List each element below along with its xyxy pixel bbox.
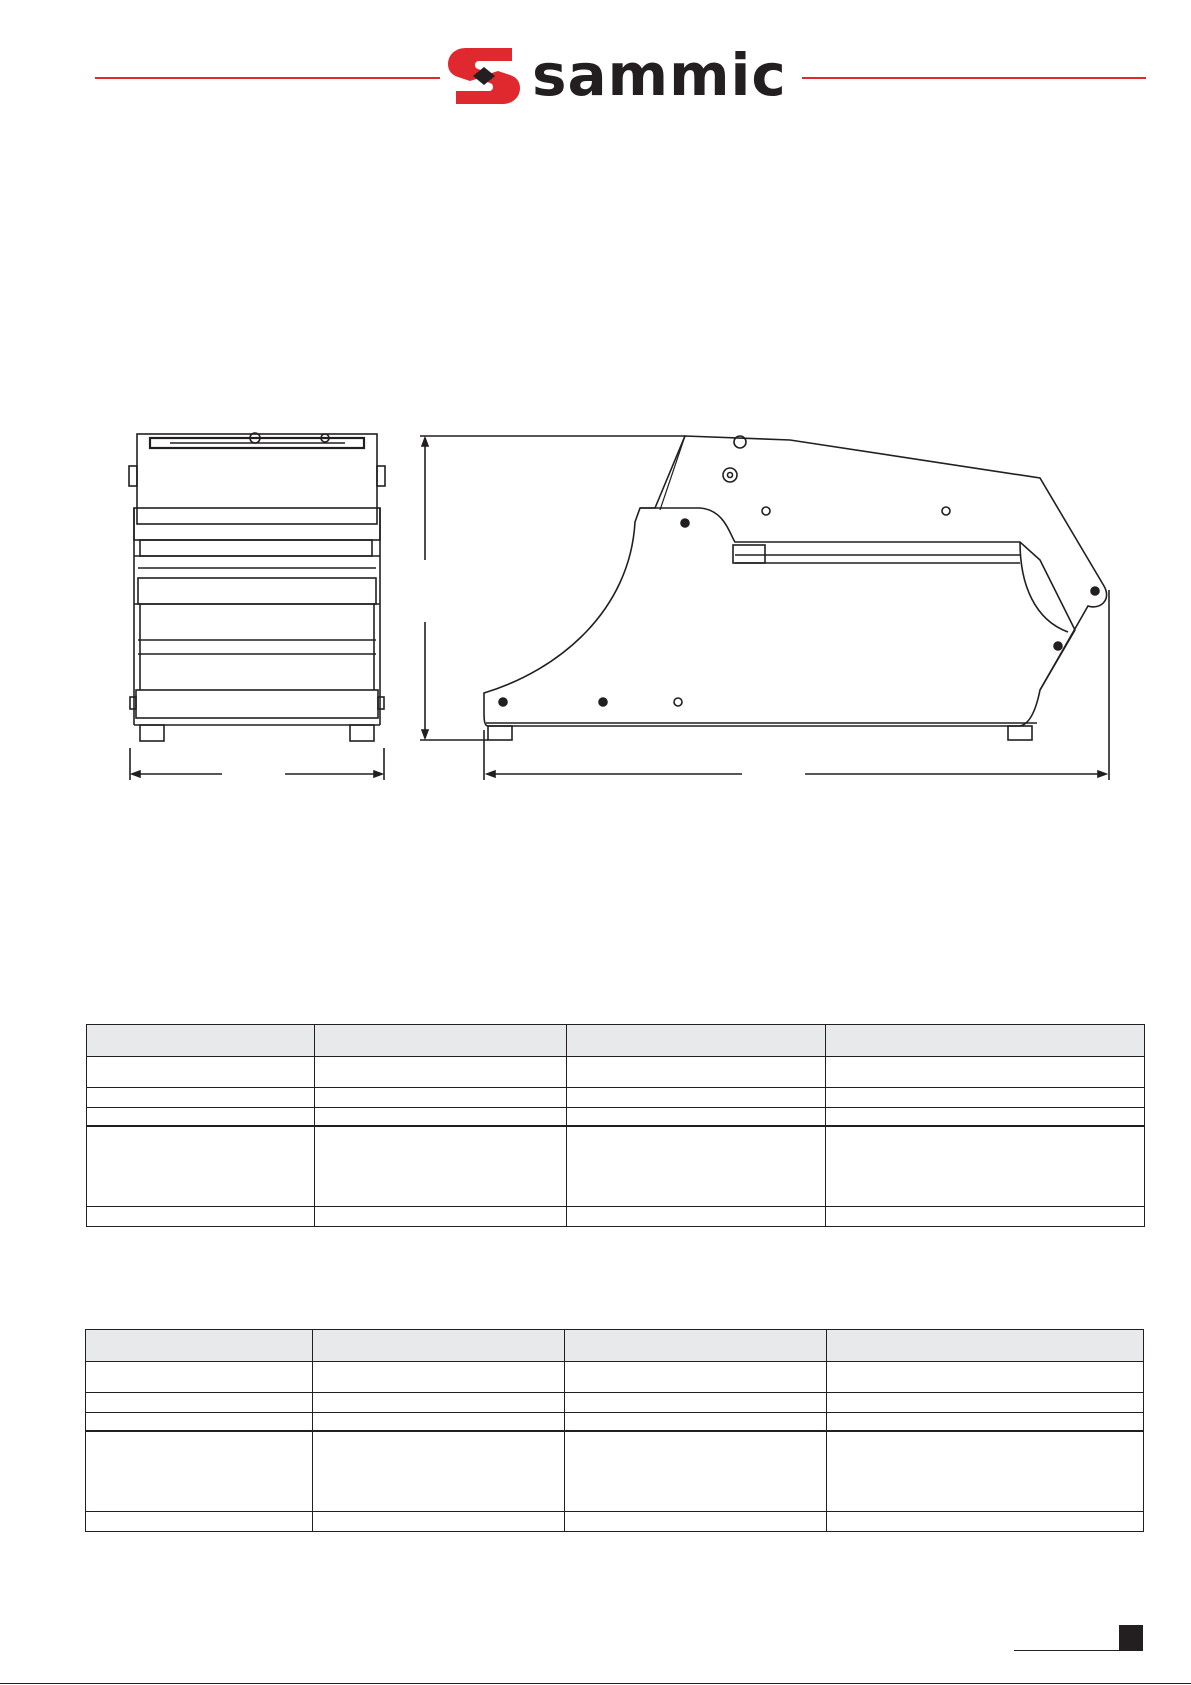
table-header-row bbox=[87, 1025, 1145, 1057]
table-cell bbox=[313, 1393, 565, 1413]
side-length-dimension bbox=[484, 590, 1109, 780]
footer-rule bbox=[0, 1683, 1191, 1684]
table-cell bbox=[315, 1088, 567, 1108]
header-rule-right bbox=[802, 77, 1146, 79]
sammic-logo-mark-icon bbox=[448, 44, 520, 108]
table-cell bbox=[826, 1088, 1145, 1108]
table-header-cell bbox=[87, 1025, 315, 1057]
table-cell bbox=[827, 1393, 1144, 1413]
table-cell bbox=[86, 1362, 313, 1393]
table-row bbox=[87, 1108, 1145, 1127]
table-header-row bbox=[86, 1330, 1144, 1362]
table-row bbox=[87, 1126, 1145, 1207]
table-cell bbox=[565, 1393, 827, 1413]
brand-logo bbox=[448, 41, 793, 109]
table-cell bbox=[826, 1126, 1145, 1207]
table-cell bbox=[315, 1207, 567, 1227]
table-row bbox=[87, 1207, 1145, 1227]
table-cell bbox=[315, 1057, 567, 1088]
table-cell bbox=[87, 1108, 315, 1127]
height-dimension bbox=[420, 436, 685, 740]
header-rule-left bbox=[95, 77, 440, 79]
table-cell bbox=[86, 1413, 313, 1432]
spec-table-1 bbox=[86, 1024, 1145, 1227]
table-row bbox=[86, 1413, 1144, 1432]
table-row bbox=[87, 1057, 1145, 1088]
table-header-cell bbox=[827, 1330, 1144, 1362]
table-cell bbox=[826, 1207, 1145, 1227]
table-cell bbox=[826, 1057, 1145, 1088]
table-cell bbox=[567, 1207, 826, 1227]
table-header-cell bbox=[86, 1330, 313, 1362]
table-row bbox=[86, 1431, 1144, 1512]
table-cell bbox=[315, 1126, 567, 1207]
brand-wordmark: sammic bbox=[532, 41, 787, 109]
table-cell bbox=[567, 1057, 826, 1088]
front-view bbox=[129, 433, 385, 741]
table-cell bbox=[565, 1431, 827, 1512]
table-cell bbox=[827, 1512, 1144, 1532]
table-cell bbox=[565, 1413, 827, 1432]
page-marker-box bbox=[1119, 1625, 1143, 1651]
table-cell bbox=[86, 1431, 313, 1512]
table-header-cell bbox=[565, 1330, 827, 1362]
table-header-cell bbox=[826, 1025, 1145, 1057]
table-row bbox=[87, 1088, 1145, 1108]
table-cell bbox=[827, 1413, 1144, 1432]
table-cell bbox=[567, 1108, 826, 1127]
table-cell bbox=[315, 1108, 567, 1127]
table-cell bbox=[313, 1413, 565, 1432]
page-marker bbox=[1014, 1650, 1142, 1652]
table-row bbox=[86, 1393, 1144, 1413]
table-cell bbox=[313, 1512, 565, 1532]
table-cell bbox=[565, 1512, 827, 1532]
table-cell bbox=[827, 1362, 1144, 1393]
table-header-cell bbox=[313, 1330, 565, 1362]
table-cell bbox=[567, 1126, 826, 1207]
table-cell bbox=[567, 1088, 826, 1108]
table-cell bbox=[86, 1393, 313, 1413]
machine-dimension-drawing bbox=[0, 420, 1191, 800]
table-cell bbox=[86, 1512, 313, 1532]
table-row bbox=[86, 1362, 1144, 1393]
table-cell bbox=[313, 1362, 565, 1393]
table-header-cell bbox=[315, 1025, 567, 1057]
table-header-cell bbox=[567, 1025, 826, 1057]
table-row bbox=[86, 1512, 1144, 1532]
table-cell bbox=[826, 1108, 1145, 1127]
table-cell bbox=[313, 1431, 565, 1512]
spec-table-2 bbox=[85, 1329, 1144, 1532]
side-view bbox=[484, 436, 1107, 740]
table-cell bbox=[565, 1362, 827, 1393]
table-cell bbox=[87, 1207, 315, 1227]
table-cell bbox=[87, 1088, 315, 1108]
table-cell bbox=[827, 1431, 1144, 1512]
front-width-dimension bbox=[130, 748, 384, 780]
table-cell bbox=[87, 1126, 315, 1207]
page-marker-rule bbox=[1014, 1650, 1119, 1651]
table-cell bbox=[87, 1057, 315, 1088]
